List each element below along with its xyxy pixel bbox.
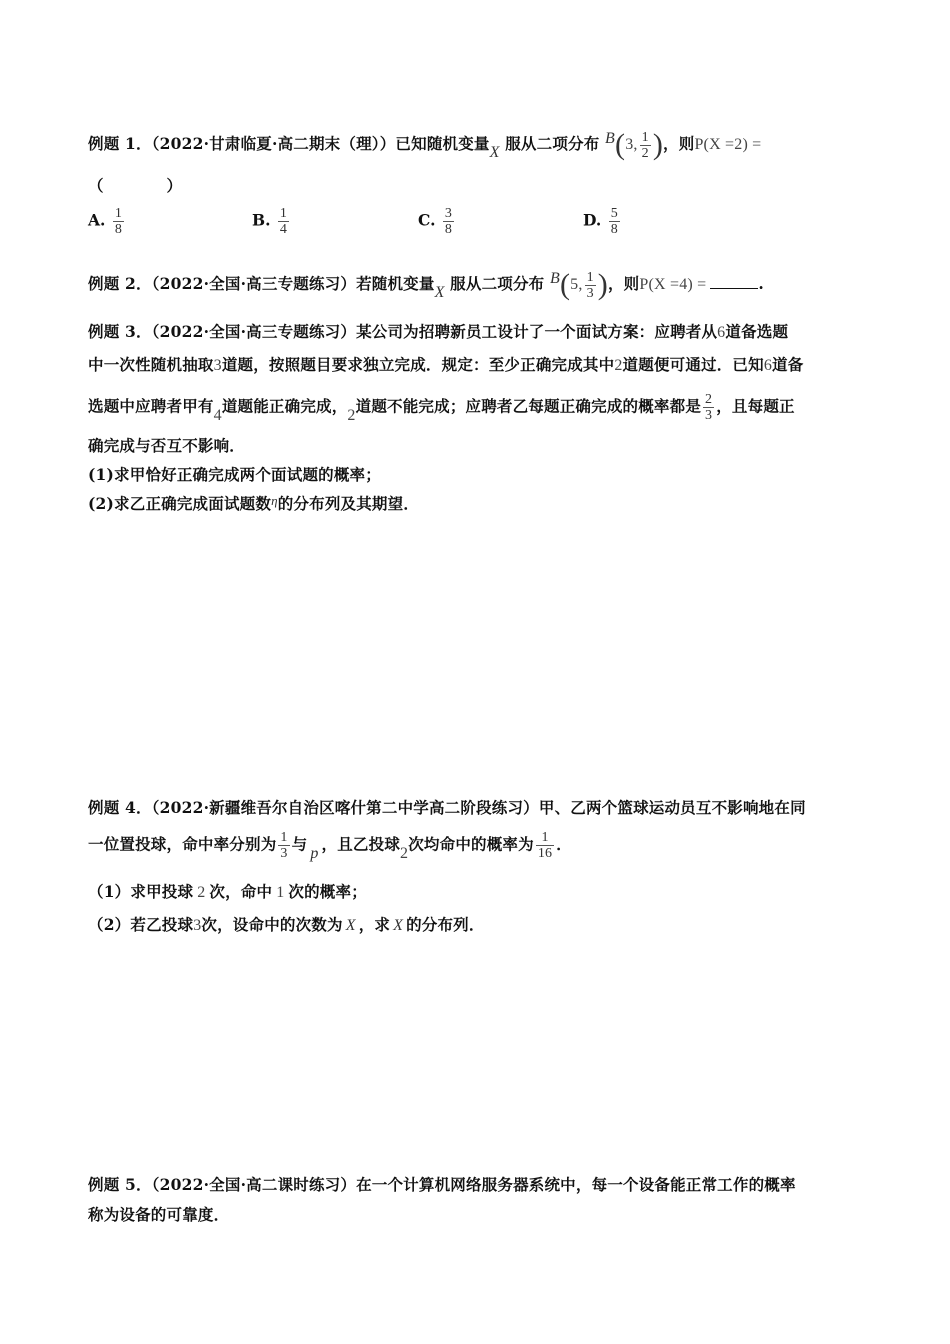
binomial-p-fraction <box>585 270 596 301</box>
number: 2 <box>197 884 206 901</box>
fraction-denominator: 3 <box>705 408 713 423</box>
number: 2 <box>347 406 356 424</box>
right-paren: ) <box>597 268 608 301</box>
text: ，求 <box>358 915 391 934</box>
text: 的分布列及其期望． <box>277 494 420 513</box>
option-fraction <box>113 206 124 237</box>
number: 6 <box>717 324 726 341</box>
fraction-one-sixteenth <box>536 830 554 861</box>
text: 一位置投球，命中率分别为 <box>88 834 277 854</box>
example-3-line-1 <box>88 320 788 342</box>
variable-p: p <box>310 844 319 862</box>
text: (2)求乙正确完成面试题数 <box>88 494 272 513</box>
example-3-question-1: (1)求甲恰好正确完成两个面试题的概率； <box>88 465 381 484</box>
example-2-heading: 例题 2．（2022·全国·高三专题练习）若随机变量 <box>88 274 435 293</box>
binomial-p-fraction <box>640 130 651 161</box>
text: 次的概率； <box>288 882 367 901</box>
fraction-numerator: 1 <box>536 830 554 846</box>
text: 道备 <box>772 355 804 374</box>
example-3-line-4: 确完成与否互不影响． <box>88 436 246 455</box>
option-label: D. <box>583 210 602 230</box>
example-2-then: ，则 <box>607 274 640 293</box>
option-fraction <box>609 206 620 237</box>
binomial-b: B <box>549 270 560 287</box>
fraction-numerator: 1 <box>279 206 287 221</box>
example-4-line-1: 例题 4．（2022·新疆维吾尔自治区喀什第二中学高二阶段练习）甲、乙两个篮球运动员互不影响地在同 <box>88 798 806 817</box>
example-4-line-2 <box>88 830 572 861</box>
answer-blank <box>710 288 758 289</box>
text: ． <box>556 834 572 854</box>
fraction-numerator: 3 <box>444 206 452 221</box>
option-fraction <box>443 206 454 237</box>
number: 3 <box>193 917 202 934</box>
fraction-numerator: 1 <box>114 206 122 221</box>
left-paren: ( <box>559 268 571 301</box>
text: 例题 3．（2022·全国·高三专题练习）某公司为招聘新员工设计了一个面试方案：应聘者从 <box>88 322 718 341</box>
binomial-n: 3, <box>625 136 638 153</box>
example-4-question-2 <box>88 913 485 935</box>
text: 中一次性随机抽取 <box>88 355 214 374</box>
answer-parentheses: （ ） <box>88 176 183 195</box>
example-1-heading: 例题 1．（2022·甘肃临夏·高二期末（理））已知随机变量 <box>88 134 490 153</box>
number: 2 <box>614 357 623 374</box>
text: 道备选题 <box>725 322 789 341</box>
fraction-numerator: 5 <box>610 206 618 221</box>
text: （2）若乙投球 <box>88 915 194 934</box>
option-d <box>583 206 622 237</box>
text: ，且乙投球 <box>321 834 401 854</box>
fraction-numerator: 2 <box>705 392 713 407</box>
fraction-denominator: 3 <box>586 285 594 301</box>
example-5-line-2: 称为设备的可靠度． <box>88 1205 230 1224</box>
text: （1）求甲投球 <box>88 882 194 901</box>
text: ，且每题正 <box>716 396 795 416</box>
fraction-denominator: 4 <box>279 222 287 237</box>
fraction-denominator: 8 <box>444 222 452 237</box>
text: 道题能正确完成， <box>221 396 348 416</box>
binomial-b: B <box>605 130 616 147</box>
text: 次，命中 <box>209 882 273 901</box>
option-b <box>252 206 291 237</box>
text: 道题，按照题目要求独立完成．规定：至少正确完成其中 <box>221 355 615 374</box>
example-1-line-1 <box>88 128 761 162</box>
option-fraction <box>278 206 289 237</box>
example-3-line-2 <box>88 353 803 375</box>
example-1-then: ，则 <box>663 134 695 153</box>
fraction-numerator: 1 <box>280 830 288 845</box>
example-4-question-1 <box>88 880 367 902</box>
option-label: A. <box>88 210 106 230</box>
variable-x: X <box>393 917 404 934</box>
probability-expression: P(X =4) = <box>639 276 707 293</box>
variable-eta: η <box>271 493 278 508</box>
text: 选题中应聘者甲有 <box>88 396 214 416</box>
fraction-denominator: 8 <box>610 222 618 237</box>
binomial-n: 5, <box>570 276 583 293</box>
text: 与 <box>291 834 308 854</box>
fraction-denominator: 2 <box>641 145 649 161</box>
fraction-denominator: 3 <box>280 846 288 861</box>
variable-x: X <box>434 284 445 301</box>
variable-x: X <box>489 144 500 161</box>
option-c <box>418 206 456 237</box>
number: 6 <box>763 357 773 374</box>
number: 1 <box>276 884 285 901</box>
example-2-line-1 <box>88 268 764 302</box>
period: . <box>758 274 764 293</box>
text: 次均命中的概率为 <box>408 834 534 854</box>
option-label: B. <box>252 210 271 230</box>
text: 道题便可通过．已知 <box>622 355 764 374</box>
example-5-line-1: 例题 5．（2022·全国·高二课时练习）在一个计算机网络服务器系统中，每一个设备能正常工作的概率 <box>88 1175 796 1194</box>
text: 的分布列． <box>406 915 485 934</box>
option-label: C. <box>418 210 436 230</box>
fraction-one-third <box>278 830 289 861</box>
fraction-denominator: 16 <box>537 846 553 861</box>
variable-x: X <box>345 917 356 934</box>
number: 4 <box>213 406 222 424</box>
fraction-denominator: 8 <box>114 222 122 237</box>
text: 次，设命中的次数为 <box>201 915 343 934</box>
fraction-numerator: 1 <box>586 269 594 285</box>
left-paren: ( <box>615 128 626 161</box>
example-1-text: 服从二项分布 <box>505 134 600 153</box>
text: 道题不能完成；应聘者乙每题正确完成的概率都是 <box>355 396 702 416</box>
option-a <box>88 206 126 237</box>
example-3-line-3 <box>88 392 795 423</box>
right-paren: ) <box>652 128 664 161</box>
probability-fraction <box>703 392 714 423</box>
number: 3 <box>213 357 222 374</box>
example-2-text: 服从二项分布 <box>450 274 545 293</box>
probability-expression: P(X =2) = <box>694 136 762 153</box>
number: 2 <box>400 844 409 862</box>
fraction-numerator: 1 <box>641 129 649 145</box>
example-3-question-2 <box>88 492 419 514</box>
